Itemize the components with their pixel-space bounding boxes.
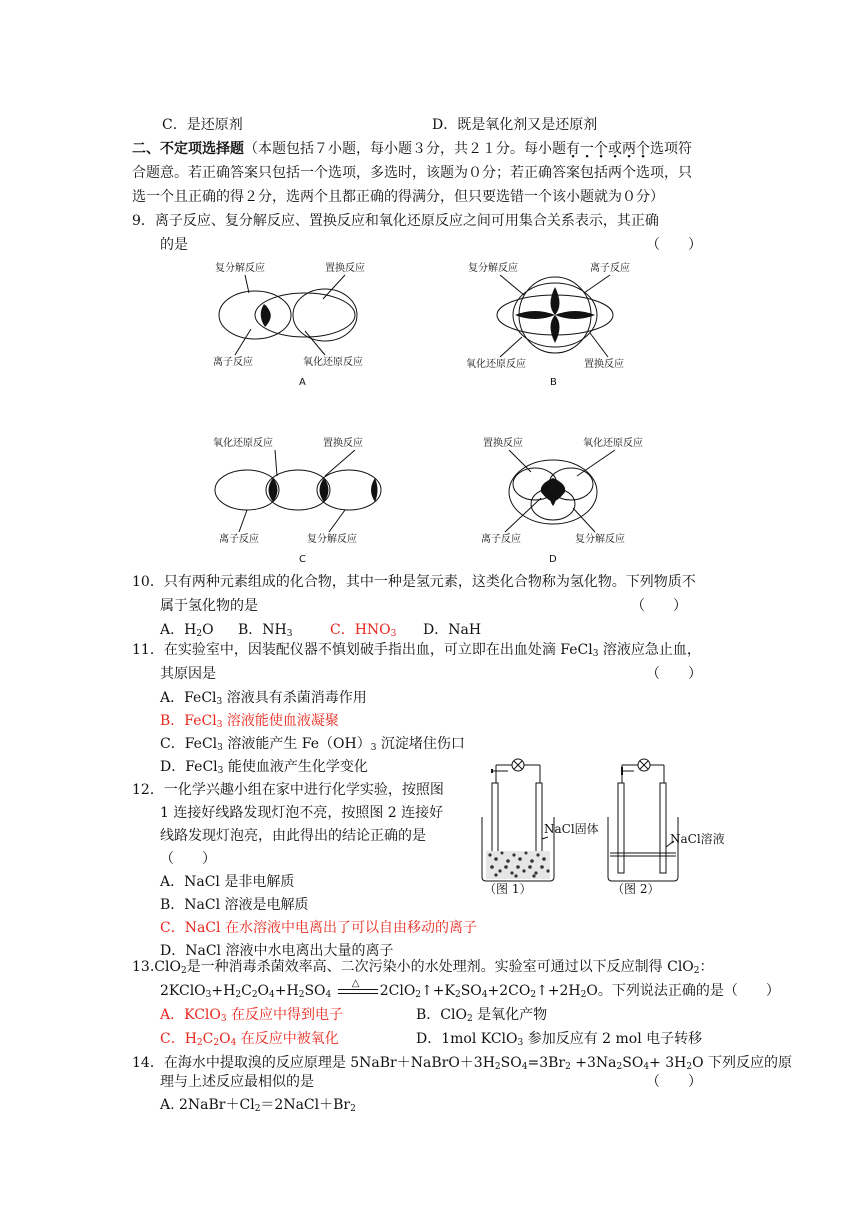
fig2-label: NaCl溶液 bbox=[670, 832, 725, 846]
q9-stem-line2: 的是 bbox=[160, 237, 188, 253]
section2-desc-a: （本题包括７小题，每小题３分，共２１分。每小题 bbox=[244, 141, 566, 157]
caption-d: D bbox=[549, 554, 557, 565]
q8-option-c: C．是还原剂 bbox=[162, 117, 243, 133]
section2-desc-b: 选项符 bbox=[650, 141, 692, 157]
q13-option-c: C．$H_2C_2O_4$ 在反应中被氧化 bbox=[160, 1031, 339, 1048]
label-tl: 置换反应 bbox=[483, 438, 523, 449]
reaction-arrow: △ bbox=[336, 984, 380, 998]
q12-stem-line1: 12．一化学兴趣小组在家中进行化学实验，按照图 bbox=[132, 782, 444, 798]
label-br: 置换反应 bbox=[584, 359, 624, 370]
q12-option-b: B．NaCl 溶液是电解质 bbox=[160, 897, 309, 913]
q13-option-b: B．ClO$_2$ 是氧化产物 bbox=[416, 1007, 548, 1024]
q12-stem-line3: 线路发现灯泡亮，由此得出的结论正确的是 bbox=[160, 828, 426, 844]
q13-equation: $2KClO_3+H_2C_2O_4+H_2SO_4$ △ $2ClO_2↑+K_2SO_4+2CO_2↑+2H_2O$。下列说法正确的是（ ） bbox=[160, 978, 780, 1000]
electrode-right bbox=[660, 783, 666, 873]
q12-bracket: （ ） bbox=[160, 851, 216, 867]
q13-option-a: A．KClO$_3$ 在反应中得到电子 bbox=[160, 1007, 344, 1024]
label-bl: 离子反应 bbox=[481, 534, 521, 545]
label-br: 复分解反应 bbox=[575, 534, 625, 545]
q12-stem-line2: 1 连接好线路发现灯泡不亮，按照图 2 连接好 bbox=[160, 805, 444, 821]
q10-stem-line2: 属于氢化物的是 bbox=[160, 598, 258, 614]
q13-option-d: D．1mol KClO$_3$ 参加反应有 2 mol 电子转移 bbox=[416, 1031, 703, 1048]
label-tr: 置换反应 bbox=[323, 438, 363, 449]
q14-bracket: （ ） bbox=[646, 1074, 702, 1090]
q12-option-a: A．NaCl 是非电解质 bbox=[160, 874, 295, 890]
q14-stem-line2: 理与上述反应最相似的是 bbox=[160, 1074, 314, 1090]
q10-option-b: B．$NH_3$ bbox=[238, 622, 293, 639]
q8-option-d: D．既是氧化剂又是还原剂 bbox=[432, 117, 598, 133]
venn-figure-a bbox=[205, 255, 405, 395]
venn-figure-b bbox=[460, 255, 650, 395]
q11-option-d: D．FeCl$_3$ 能使血液产生化学变化 bbox=[160, 759, 368, 776]
q11-stem-line1: 11．在实验室中，因装配仪器不慎划破手指出血，可立即在出血处滴 FeCl$_3$ 溶液应急止血， bbox=[132, 642, 701, 659]
q14-stem-line1: 14．在海水中提取溴的反应原理是 $5NaBr+NaBrO+3H_2SO_4=3Br_2 +3Na_2SO_4+ 3H_2O$ 下列反应的原 bbox=[132, 1055, 793, 1072]
q14-option-a: A. $2NaBr+Cl_2=2NaCl+Br_2$ bbox=[160, 1097, 356, 1114]
q10-option-c: C．$HNO_3$ bbox=[330, 622, 397, 639]
beaker-figure-1 bbox=[482, 759, 599, 896]
q13-stem-line1: 13.ClO$_2$是一种消毒杀菌效率高、二次污染小的水处理剂。实验室可通过以下反应制得 ClO$_2$： bbox=[132, 959, 714, 976]
q12-option-d: D．NaCl 溶液中水电离出大量的离子 bbox=[160, 943, 394, 959]
caption-b: B bbox=[550, 377, 557, 388]
caption-a: A bbox=[299, 377, 306, 388]
q9-bracket: （ ） bbox=[646, 237, 702, 253]
q10-option-d: D．NaH bbox=[423, 622, 482, 638]
section2-emphasis: 有一个或两个 bbox=[566, 141, 650, 157]
section2-line1 bbox=[132, 139, 692, 159]
label-tl: 氧化还原反应 bbox=[213, 438, 273, 449]
venn-figure-d bbox=[465, 432, 655, 572]
fig2-caption: （图 2） bbox=[612, 882, 660, 896]
q10-bracket: （ ） bbox=[631, 598, 687, 614]
label-tr: 置换反应 bbox=[325, 263, 365, 274]
section2-title: 二、不定项选择题 bbox=[132, 141, 244, 157]
q11-stem-line2: 其原因是 bbox=[160, 666, 216, 682]
label-tr: 离子反应 bbox=[590, 263, 630, 274]
q11-option-a: A．FeCl$_3$ 溶液具有杀菌消毒作用 bbox=[160, 690, 367, 707]
label-bl: 离子反应 bbox=[213, 357, 253, 368]
beaker-figure-2 bbox=[608, 759, 725, 896]
label-br: 复分解反应 bbox=[307, 534, 357, 545]
q12-option-c: C．NaCl 在水溶液中电离出了可以自由移动的离子 bbox=[160, 920, 477, 936]
fig1-label: NaCl固体 bbox=[544, 822, 599, 836]
beaker-figures bbox=[478, 755, 738, 900]
q10-option-a: A．$H_2O$ bbox=[160, 622, 214, 639]
section2-line2: 合题意。若正确答案只包括一个选项，多选时，该题为０分；若正确答案包括两个选项，只 bbox=[132, 165, 692, 181]
fig1-caption: （图 1） bbox=[484, 882, 532, 896]
section2-line3: 选一个且正确的得２分，选两个且都正确的得满分，但只要选错一个该小题就为０分） bbox=[132, 189, 664, 205]
q11-option-b: B．FeCl$_3$ 溶液能使血液凝聚 bbox=[160, 713, 339, 730]
label-tr: 氧化还原反应 bbox=[583, 438, 643, 449]
q9-stem-line1: 9．离子反应、复分解反应、置换反应和氧化还原反应之间可用集合关系表示，其正确 bbox=[132, 213, 659, 229]
electrode-left bbox=[618, 783, 624, 873]
label-tl: 复分解反应 bbox=[215, 263, 265, 274]
label-bl: 离子反应 bbox=[219, 534, 259, 545]
caption-c: C bbox=[299, 554, 306, 565]
q11-bracket: （ ） bbox=[646, 666, 702, 682]
q11-option-c: C．FeCl$_3$ 溶液能产生 $Fe(OH)_3$ 沉淀堵住伤口 bbox=[160, 736, 465, 753]
label-tl: 复分解反应 bbox=[468, 263, 518, 274]
q10-stem-line1: 10．只有两种元素组成的化合物，其中一种是氢元素，这类化合物称为氢化物。下列物质不 bbox=[132, 574, 696, 590]
venn-figure-c bbox=[205, 432, 405, 572]
label-br: 氧化还原反应 bbox=[303, 357, 363, 368]
label-bl: 氧化还原反应 bbox=[466, 359, 526, 370]
